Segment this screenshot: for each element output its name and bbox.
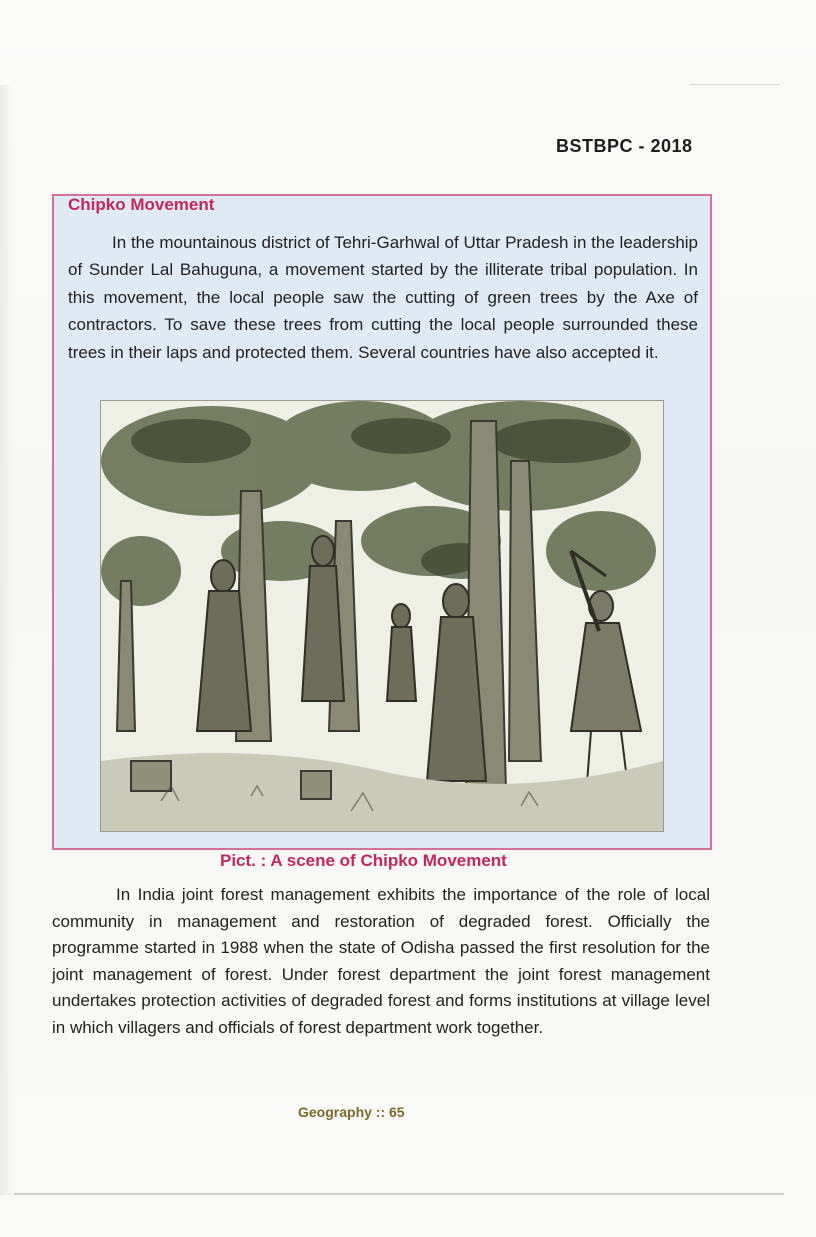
- document-code: BSTBPC - 2018: [556, 136, 693, 156]
- illustration-drawing: [101, 401, 663, 831]
- chipko-illustration: [100, 400, 664, 832]
- top-rule: [690, 84, 780, 85]
- body-paragraph: In India joint forest management exhibits the importance of the role of local community in management and restoration of degraded forest. Officially the programme started in 1988 when the state of Odisha passed the first resolution for the joint management of forest. Under forest department the joint forest management undertakes protection activities of degraded forest and forms institutions at village level in which villagers and officials of forest department work together.: [52, 885, 710, 1037]
- bottom-rule: [14, 1193, 784, 1195]
- box-paragraph: In the mountainous district of Tehri-Garhwal of Uttar Pradesh in the leadership of Sunder Lal Bahuguna, a movement started by the illiterate tribal population. In this movement, the local people saw the cutting of green trees by the Axe of contractors. To save these trees from cutting the local people surrounded these trees in their laps and protected them. Several countries have also accepted it.: [68, 233, 698, 362]
- figure-caption: Pict. : A scene of Chipko Movement: [220, 851, 507, 870]
- scan-edge: [0, 85, 14, 1195]
- page-footer: Geography :: 65: [298, 1104, 405, 1120]
- box-title: Chipko Movement: [68, 195, 215, 214]
